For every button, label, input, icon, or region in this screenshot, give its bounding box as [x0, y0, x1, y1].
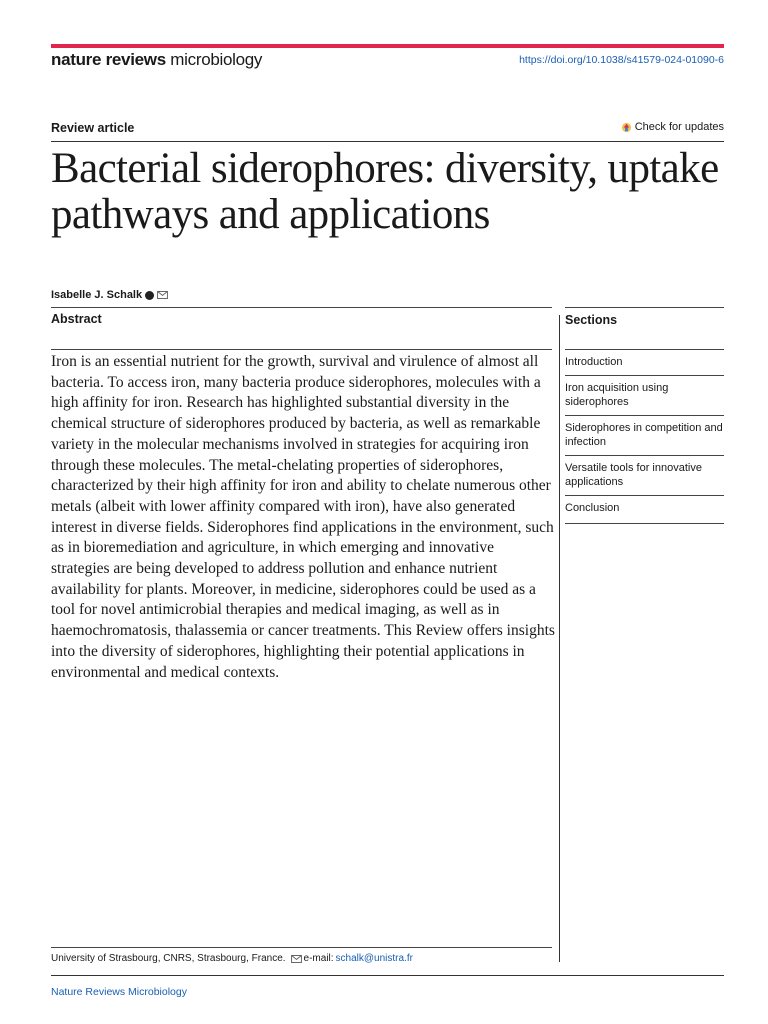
- section-link-iron-acquisition[interactable]: Iron acquisition using siderophores: [565, 375, 724, 415]
- affiliation-footnote: [51, 953, 413, 964]
- author-name[interactable]: Isabelle J. Schalk: [51, 289, 143, 301]
- email-icon[interactable]: [157, 291, 168, 299]
- orcid-icon[interactable]: [145, 291, 154, 300]
- section-link-versatile-tools[interactable]: Versatile tools for innovative applications: [565, 455, 724, 495]
- section-link-conclusion[interactable]: Conclusion: [565, 495, 724, 524]
- abstract-top-divider: [51, 307, 552, 308]
- email-label: e-mail:: [303, 953, 334, 964]
- footer-divider: [51, 975, 724, 976]
- sections-top-divider: [565, 307, 724, 308]
- abstract-heading: Abstract: [51, 312, 102, 326]
- brand-bar: [51, 44, 724, 48]
- check-updates-icon: [621, 122, 632, 133]
- section-link-introduction[interactable]: Introduction: [565, 349, 724, 375]
- check-updates-button[interactable]: [621, 121, 724, 133]
- journal-name-bold: nature reviews: [51, 50, 166, 69]
- check-updates-label: Check for updates: [634, 121, 724, 133]
- abstract-text: Iron is an essential nutrient for the growth, survival and virulence of almost all bacteria. To access iron, many bacteria produce siderophores, molecules with a high affinity for iron. Research has highlighted substantial diversity in the chemical structure of siderophores produced by bacteria, as well as remarkable variety in the molecular mechanisms involved in strategies for acquiring iron through these molecules. The metal-chelating properties of siderophores, characterized by their high affinity for iron and ability to chelate numerous other metals (albeit with lower affinity compared with iron), have also generated interest in diverse fields. Siderophores find applications in the environment, such as in bioremediation and agriculture, in which emerging and innovative strategies are being developed to address pollution and enhance nutrient availability for plants. Moreover, in medicine, siderophores could be used as a tool for novel antimicrobial therapies and medical imaging, as well as in haemochromatosis, thalassemia or cancer treatments. This Review offers insights into the diversity of siderophores, highlighting their potential applications in environmental and medical contexts.: [51, 353, 555, 681]
- author-line: [51, 289, 168, 301]
- sections-heading: Sections: [565, 313, 618, 327]
- footnote-divider: [51, 947, 552, 948]
- journal-name-light: microbiology: [170, 50, 263, 69]
- email-icon: [291, 955, 302, 963]
- author-email-link[interactable]: schalk@unistra.fr: [335, 953, 413, 964]
- article-type: Review article: [51, 121, 135, 135]
- column-divider: [559, 315, 560, 962]
- affiliation-text: University of Strasbourg, CNRS, Strasbourg, France.: [51, 953, 286, 964]
- header-divider: [51, 141, 724, 142]
- sections-list: [565, 349, 724, 524]
- footer-journal-name[interactable]: Nature Reviews Microbiology: [51, 986, 187, 998]
- journal-logo[interactable]: [51, 50, 262, 70]
- doi-link[interactable]: https://doi.org/10.1038/s41579-024-01090-6: [519, 54, 724, 66]
- section-link-competition-infection[interactable]: Siderophores in competition and infection: [565, 415, 724, 455]
- article-title: Bacterial siderophores: diversity, uptake pathways and applications: [51, 145, 719, 238]
- abstract-divider: [51, 349, 552, 350]
